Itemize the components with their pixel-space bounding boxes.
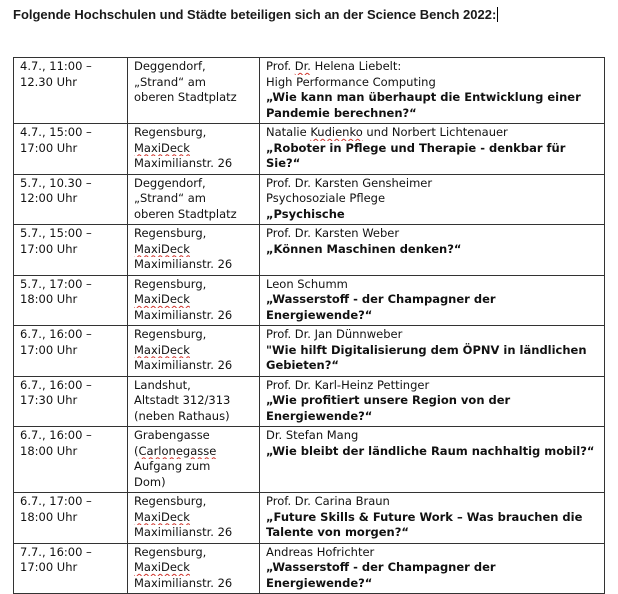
location-line: Regensburg, (134, 276, 207, 291)
location-line: MaxiDeck (134, 292, 190, 306)
location-line: Maximilianstr. 26 (134, 358, 233, 372)
location-line: oberen Stadtplatz (134, 206, 237, 221)
location-line: Maximilianstr. 26 (134, 257, 233, 271)
location-line: MaxiDeck (134, 140, 190, 155)
table-row (14, 493, 605, 544)
location-line: MaxiDeck (134, 342, 190, 357)
table-row (14, 326, 605, 377)
talk-cell (260, 174, 605, 225)
speaker-name: Prof. Dr. Carina Braun (266, 494, 390, 508)
date-line: 17:30 Uhr (20, 393, 78, 407)
location-line: Regensburg, (134, 494, 207, 508)
date-line: 4.7., 15:00 – (20, 125, 92, 139)
location-line: Dom) (134, 474, 166, 489)
talk-title: „Können Maschinen denken?“ (266, 241, 462, 256)
location-line: Deggendorf, (134, 59, 206, 73)
location-cell (128, 326, 260, 377)
speaker-name: Prof. Dr. Jan Dünnweber (266, 327, 403, 341)
date-line: 7.7., 16:00 – (20, 544, 92, 559)
talk-title: „Wasserstoff - der Champagner der Energiewende?“ (266, 292, 496, 322)
location-cell (128, 275, 260, 326)
speaker-name: Prof. Dr. Karl-Heinz Pettinger (266, 377, 430, 392)
heading-text: Folgende Hochschulen und Städte beteiligen sich an der Science Bench 2022: (13, 7, 497, 22)
talk-cell (260, 376, 605, 427)
talk-cell (260, 58, 605, 124)
location-line: Deggendorf, (134, 175, 206, 190)
date-cell (14, 225, 128, 276)
location-line: Regensburg, (134, 125, 207, 139)
location-line: Grabengasse (134, 428, 210, 442)
location-line: Maximilianstr. 26 (134, 307, 233, 322)
date-cell (14, 275, 128, 326)
table-row (14, 275, 605, 326)
location-line: Maximilianstr. 26 (134, 525, 233, 539)
event-table (13, 57, 605, 594)
date-line: 5.7., 10.30 – (20, 175, 92, 190)
location-line: MaxiDeck (134, 560, 190, 574)
talk-cell (260, 124, 605, 175)
location-cell (128, 376, 260, 427)
talk-cell (260, 275, 605, 326)
talk-title: „Future Skills & Future Work – Was brauchen die Talente von morgen?“ (266, 509, 583, 539)
speaker-name: Andreas Hofrichter (266, 544, 375, 559)
research-field: Psychosoziale Pflege (266, 191, 386, 205)
talk-title: „Roboter in Pflege und Therapie - denkbar für Sie?“ (266, 140, 566, 170)
date-cell (14, 376, 128, 427)
date-line: 6.7., 16:00 – (20, 377, 92, 392)
table-row (14, 225, 605, 276)
date-line: 12.30 Uhr (20, 74, 78, 89)
table-row (14, 427, 605, 493)
date-line: 17:00 Uhr (20, 241, 78, 256)
speaker-name: Natalie Kudienko und Norbert Lichtenauer (266, 125, 508, 139)
talk-title: „Psychische (266, 206, 345, 221)
research-field: High Performance Computing (266, 74, 436, 89)
location-cell (128, 58, 260, 124)
talk-cell (260, 225, 605, 276)
location-line: Regensburg, (134, 226, 207, 240)
talk-title: „Wie profitiert unsere Region von der Energiewende?“ (266, 393, 511, 423)
location-line: Maximilianstr. 26 (134, 575, 233, 590)
location-cell (128, 174, 260, 225)
location-line: „Strand“ am (134, 191, 206, 205)
date-line: 17:00 Uhr (20, 560, 78, 574)
date-cell (14, 124, 128, 175)
date-line: 17:00 Uhr (20, 140, 78, 155)
date-line: 5.7., 15:00 – (20, 226, 92, 240)
talk-cell (260, 427, 605, 493)
location-line: Regensburg, (134, 327, 207, 341)
location-line: Landshut, (134, 377, 191, 392)
date-line: 18:00 Uhr (20, 292, 78, 306)
talk-title: "Wie hilft Digitalisierung dem ÖPNV in ländlichen Gebieten?“ (266, 342, 587, 372)
date-cell (14, 326, 128, 377)
location-line: MaxiDeck (134, 509, 190, 524)
table-row (14, 174, 605, 225)
location-line: Maximilianstr. 26 (134, 156, 233, 170)
document-heading (13, 7, 498, 22)
date-line: 6.7., 17:00 – (20, 494, 92, 508)
date-line: 18:00 Uhr (20, 443, 78, 458)
location-line: oberen Stadtplatz (134, 90, 237, 104)
date-cell (14, 427, 128, 493)
location-cell (128, 124, 260, 175)
location-line: MaxiDeck (134, 241, 190, 256)
talk-cell (260, 493, 605, 544)
date-line: 5.7., 17:00 – (20, 276, 92, 291)
date-line: 18:00 Uhr (20, 509, 78, 524)
talk-title: „Wie kann man überhaupt die Entwicklung einer Pandemie berechnen?“ (266, 90, 581, 120)
location-line: Aufgang zum (134, 459, 211, 473)
location-line: (Carlonegasse (134, 443, 217, 458)
table-row (14, 58, 605, 124)
table-row (14, 124, 605, 175)
speaker-name: Prof. Dr. Helena Liebelt: (266, 59, 402, 73)
date-line: 6.7., 16:00 – (20, 327, 92, 341)
talk-title: „Wie bleibt der ländliche Raum nachhaltig mobil?“ (266, 443, 595, 458)
talk-cell (260, 326, 605, 377)
location-line: „Strand“ am (134, 74, 206, 89)
speaker-name: Leon Schumm (266, 276, 348, 291)
date-line: 4.7., 11:00 – (20, 59, 92, 73)
location-cell (128, 493, 260, 544)
date-cell (14, 493, 128, 544)
date-line: 17:00 Uhr (20, 342, 78, 357)
speaker-name: Prof. Dr. Karsten Weber (266, 226, 400, 240)
table-row (14, 376, 605, 427)
date-line: 12:00 Uhr (20, 191, 78, 205)
location-line: (neben Rathaus) (134, 408, 230, 423)
text-cursor (497, 7, 498, 22)
date-cell (14, 174, 128, 225)
date-cell (14, 58, 128, 124)
speaker-name: Dr. Stefan Mang (266, 428, 359, 442)
speaker-name: Prof. Dr. Karsten Gensheimer (266, 175, 433, 190)
talk-title: „Wasserstoff - der Champagner der Energiewende?“ (266, 560, 496, 590)
date-line: 6.7., 16:00 – (20, 428, 92, 442)
location-cell (128, 225, 260, 276)
location-line: Altstadt 312/313 (134, 393, 231, 407)
location-line: Regensburg, (134, 544, 207, 559)
location-cell (128, 427, 260, 493)
